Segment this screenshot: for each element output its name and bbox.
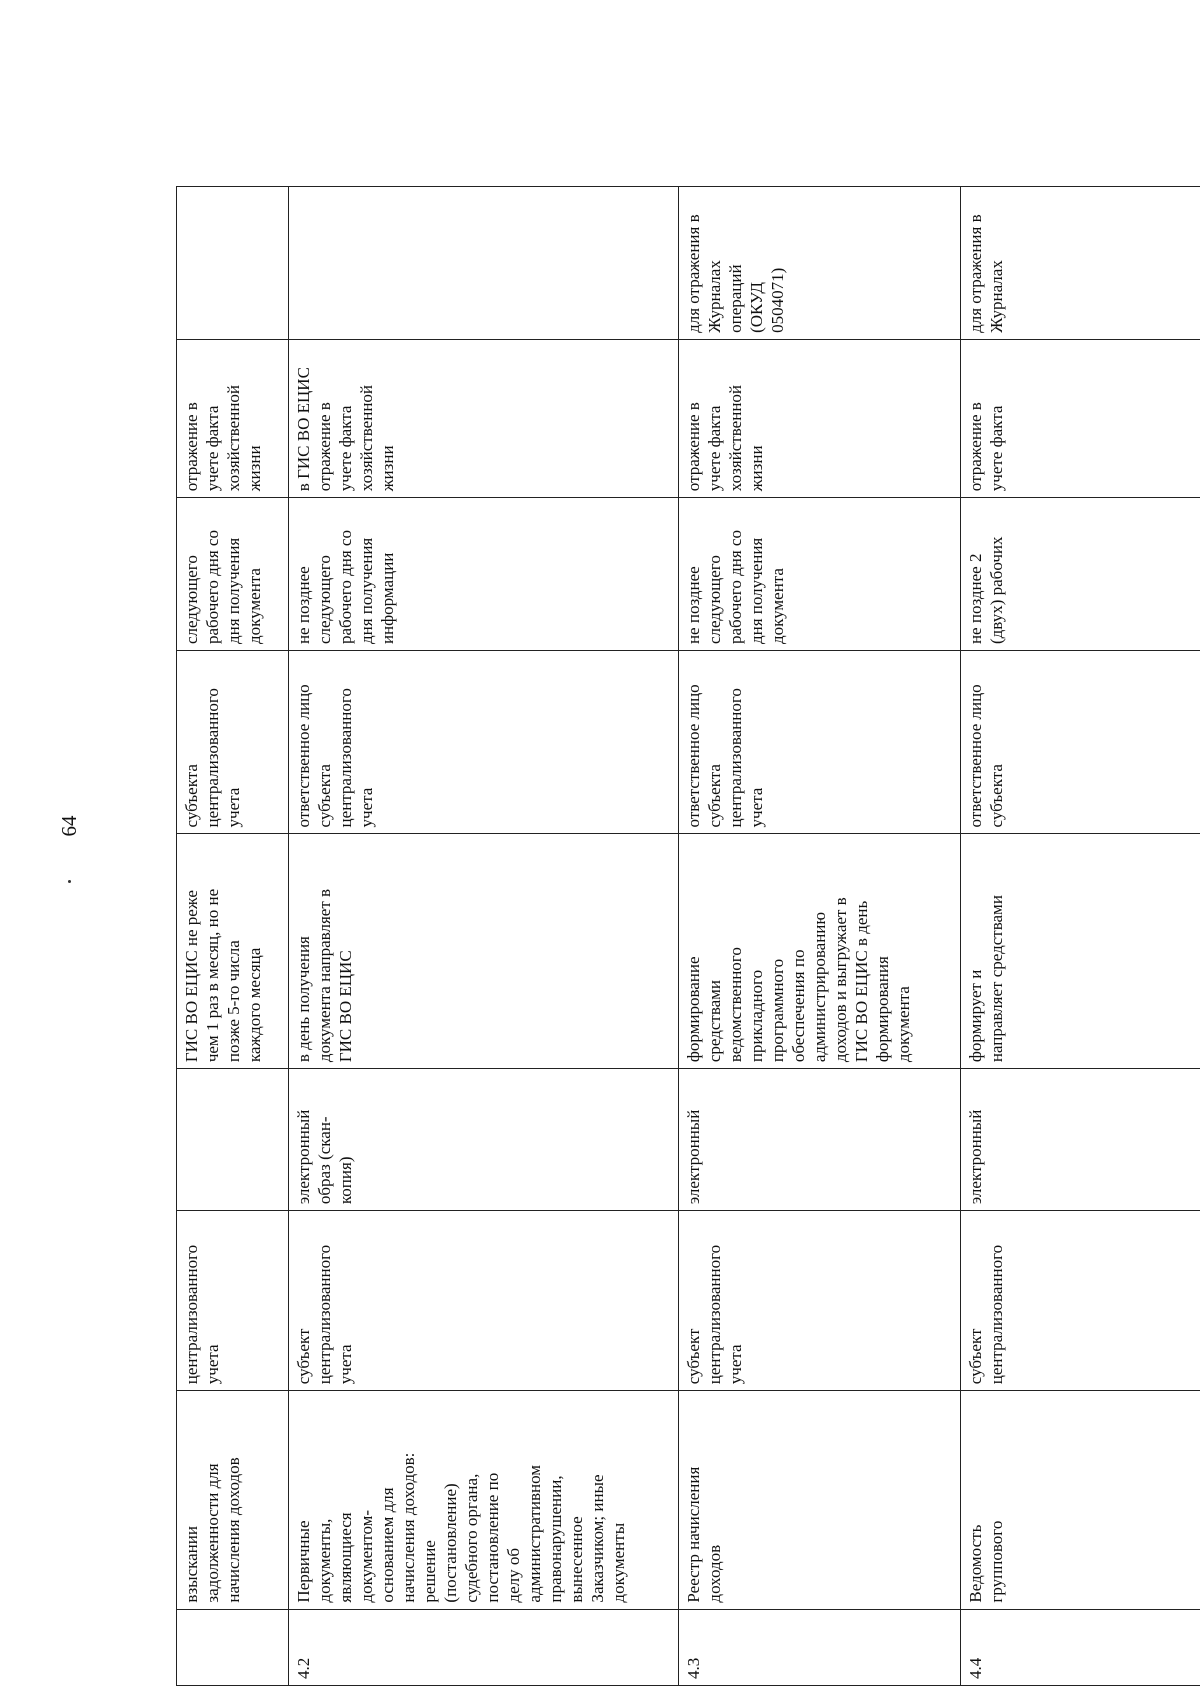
- cell-purpose: в ГИС ВО ЕЦИС отражение в учете факта хозяйственной жизни: [289, 339, 679, 497]
- table-row: [177, 187, 289, 1686]
- registry-table: [176, 186, 1200, 1686]
- cell-deadline: следующего рабочего дня со дня получения документа: [177, 498, 289, 651]
- cell-note: [177, 187, 289, 340]
- cell-responsible: субъекта централизованного учета: [177, 651, 289, 834]
- cell-num: 4.3: [679, 1609, 961, 1685]
- cell-responsible: ответственное лицо субъекта централизованного учета: [679, 651, 961, 834]
- cell-responsible: ответственное лицо субъекта: [961, 651, 1200, 834]
- cell-creator: субъект централизованного учета: [679, 1211, 961, 1391]
- scan-dot: [68, 880, 71, 883]
- cell-note: [289, 187, 679, 340]
- cell-note: для отражения в Журналах: [961, 187, 1200, 340]
- cell-purpose: отражение в учете факта хозяйственной жизни: [679, 339, 961, 497]
- page-number: 64: [57, 815, 81, 837]
- cell-form: электронный: [961, 1069, 1200, 1211]
- cell-form: электронный: [679, 1069, 961, 1211]
- cell-method: в день получения документа направляет в ГИС ВО ЕЦИС: [289, 834, 679, 1069]
- cell-document: Реестр начисления доходов: [679, 1391, 961, 1609]
- cell-document: Ведомость группового: [961, 1391, 1200, 1609]
- cell-deadline: не позднее 2 (двух) рабочих: [961, 498, 1200, 651]
- cell-deadline: не позднее следующего рабочего дня со дня получения информации: [289, 498, 679, 651]
- cell-creator: субъект централизованного: [961, 1211, 1200, 1391]
- cell-responsible: ответственное лицо субъекта централизованного учета: [289, 651, 679, 834]
- cell-purpose: отражение в учете факта: [961, 339, 1200, 497]
- table-row: [679, 187, 961, 1686]
- cell-num: [177, 1609, 289, 1685]
- cell-method: ГИС ВО ЕЦИС не реже чем 1 раз в месяц, но не позже 5-го числа каждого месяца: [177, 834, 289, 1069]
- cell-purpose: отражение в учете факта хозяйственной жизни: [177, 339, 289, 497]
- cell-num: 4.2: [289, 1609, 679, 1685]
- cell-form: электронный образ (скан- копия): [289, 1069, 679, 1211]
- cell-creator: централизованного учета: [177, 1211, 289, 1391]
- cell-creator: субъект централизованного учета: [289, 1211, 679, 1391]
- cell-document: взыскании задолженности для начисления доходов: [177, 1391, 289, 1609]
- table-row: [289, 187, 679, 1686]
- cell-num: 4.4: [961, 1609, 1200, 1685]
- rotated-table: [176, 186, 1200, 1686]
- table-row: [961, 187, 1200, 1686]
- cell-deadline: не позднее следующего рабочего дня со дня получения документа: [679, 498, 961, 651]
- cell-method: формирует и направляет средствами: [961, 834, 1200, 1069]
- cell-note: для отражения в Журналах операций (ОКУД 0504071): [679, 187, 961, 340]
- cell-form: [177, 1069, 289, 1211]
- cell-method: формирование средствами ведомственного прикладного программного обеспечения по администрированию доходов и выгружает в ГИС ВО ЕЦИС в день формирования документа: [679, 834, 961, 1069]
- cell-document: Первичные документы, являющиеся документом- основанием для начисления доходов: решение (постановление) судебного органа, постановление по делу об административном правонарушении, вынесенное Заказчиком; иные документы: [289, 1391, 679, 1609]
